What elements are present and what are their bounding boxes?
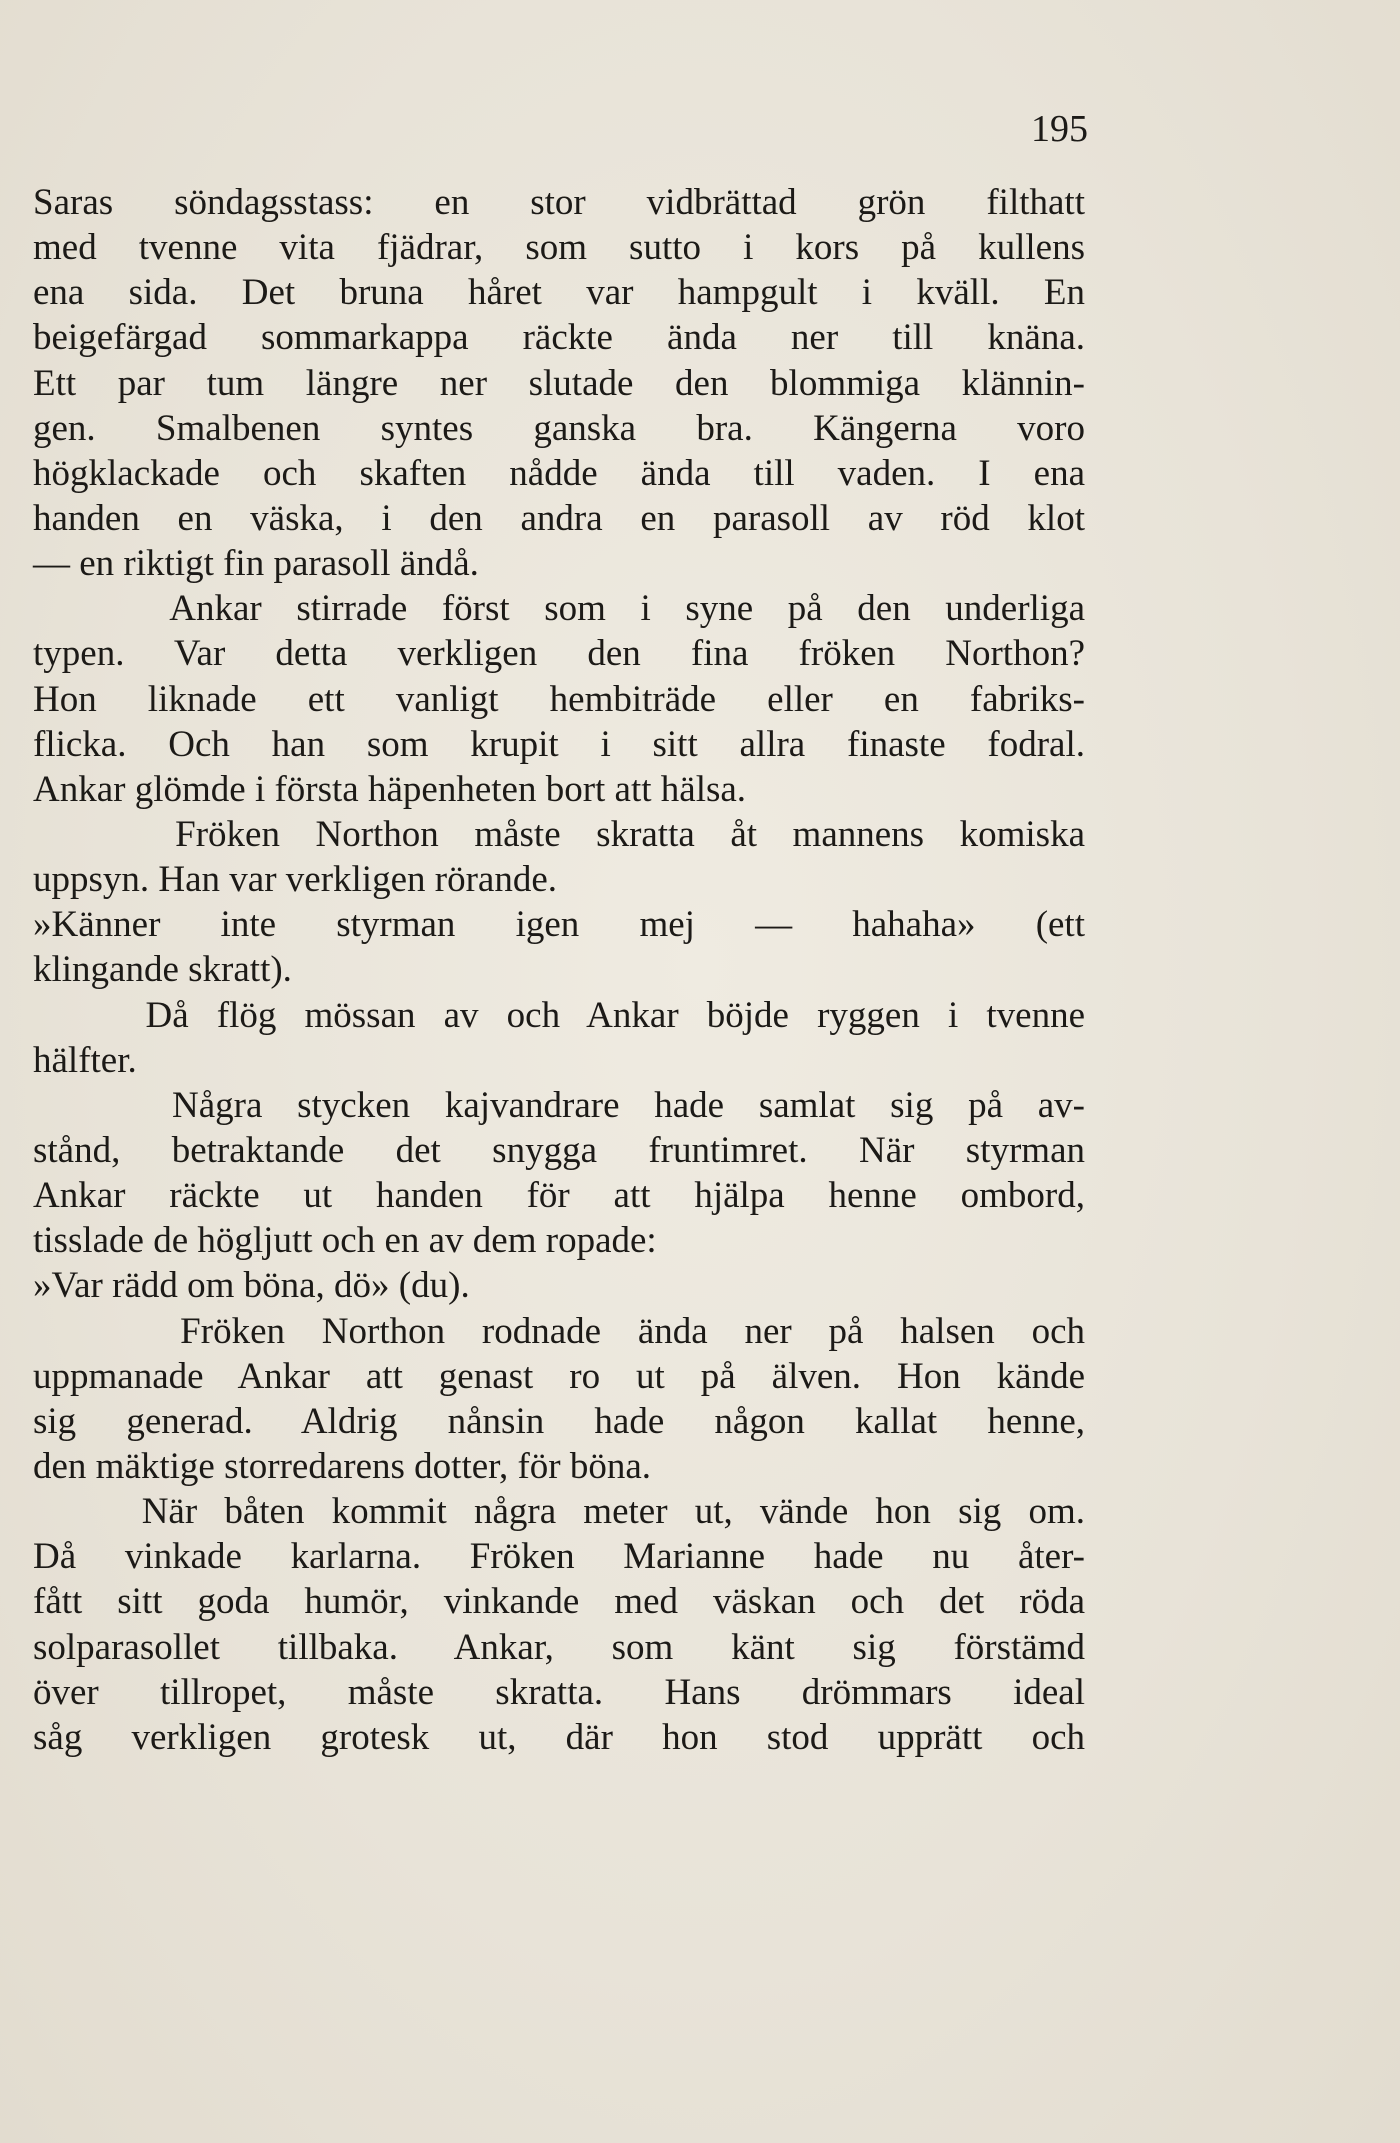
text-line: över tillropet, måste skratta. Hans drömmars ideal: [33, 1671, 1085, 1713]
text-line: »Var rädd om böna, dö» (du).: [33, 1265, 470, 1307]
text-line: uppmanade Ankar att genast ro ut på älven. Hon kände: [33, 1355, 1085, 1397]
text-line: Några stycken kajvandrare hade samlat sig på av-: [33, 1084, 1085, 1126]
text-line: såg verkligen grotesk ut, där hon stod upprätt och: [33, 1716, 1085, 1758]
text-line: hälfter.: [33, 1039, 137, 1081]
text-line: flicka. Och han som krupit i sitt allra finaste fodral.: [33, 723, 1085, 765]
text-line: högklackade och skaften nådde ända till vaden. I ena: [33, 452, 1085, 494]
text-line: gen. Smalbenen syntes ganska bra. Kängerna voro: [33, 407, 1085, 449]
text-line: solparasollet tillbaka. Ankar, som känt sig förstämd: [33, 1626, 1085, 1668]
text-line: Ankar stirrade först som i syne på den underliga: [33, 588, 1085, 630]
text-line: med tvenne vita fjädrar, som sutto i kors på kullens: [33, 227, 1085, 269]
text-line: tisslade de högljutt och en av dem ropade:: [33, 1220, 657, 1262]
text-line: fått sitt goda humör, vinkande med väskan och det röda: [33, 1581, 1085, 1623]
text-line: Ankar räckte ut handen för att hjälpa henne ombord,: [33, 1175, 1085, 1217]
text-line: beigefärgad sommarkappa räckte ända ner till knäna.: [33, 317, 1085, 359]
body-text: [33, 180, 1085, 1760]
text-line: typen. Var detta verkligen den fina fröken Northon?: [33, 633, 1085, 675]
text-line: Hon liknade ett vanligt hembiträde eller en fabriks-: [33, 678, 1085, 720]
text-line: — en riktigt fin parasoll ändå.: [33, 543, 479, 585]
text-line: uppsyn. Han var verkligen rörande.: [33, 859, 557, 901]
text-line: Då vinkade karlarna. Fröken Marianne hade nu åter-: [33, 1536, 1085, 1578]
page-number: 195: [1031, 108, 1088, 150]
text-line: Ankar glömde i första häpenheten bort att hälsa.: [33, 768, 747, 810]
text-line: stånd, betraktande det snygga fruntimret. När styrman: [33, 1129, 1085, 1171]
text-line: »Känner inte styrman igen mej — hahaha» (ett: [33, 904, 1085, 946]
text-line: handen en väska, i den andra en parasoll av röd klot: [33, 497, 1085, 539]
text-line: Fröken Northon rodnade ända ner på halsen och: [33, 1310, 1085, 1352]
text-line: ena sida. Det bruna håret var hampgult i kväll. En: [33, 272, 1085, 314]
text-line: klingande skratt).: [33, 949, 292, 991]
text-line: Saras söndagsstass: en stor vidbrättad grön filthatt: [33, 182, 1085, 223]
text-line: den mäktige storredarens dotter, för böna.: [33, 1445, 652, 1487]
text-line: Fröken Northon måste skratta åt mannens komiska: [33, 813, 1085, 855]
text-line: När båten kommit några meter ut, vände hon sig om.: [33, 1491, 1085, 1533]
text-line: Ett par tum längre ner slutade den blommiga klännin-: [33, 362, 1085, 404]
text-line: Då flög mössan av och Ankar böjde ryggen i tvenne: [33, 994, 1085, 1036]
text-line: sig generad. Aldrig nånsin hade någon kallat henne,: [33, 1400, 1085, 1442]
